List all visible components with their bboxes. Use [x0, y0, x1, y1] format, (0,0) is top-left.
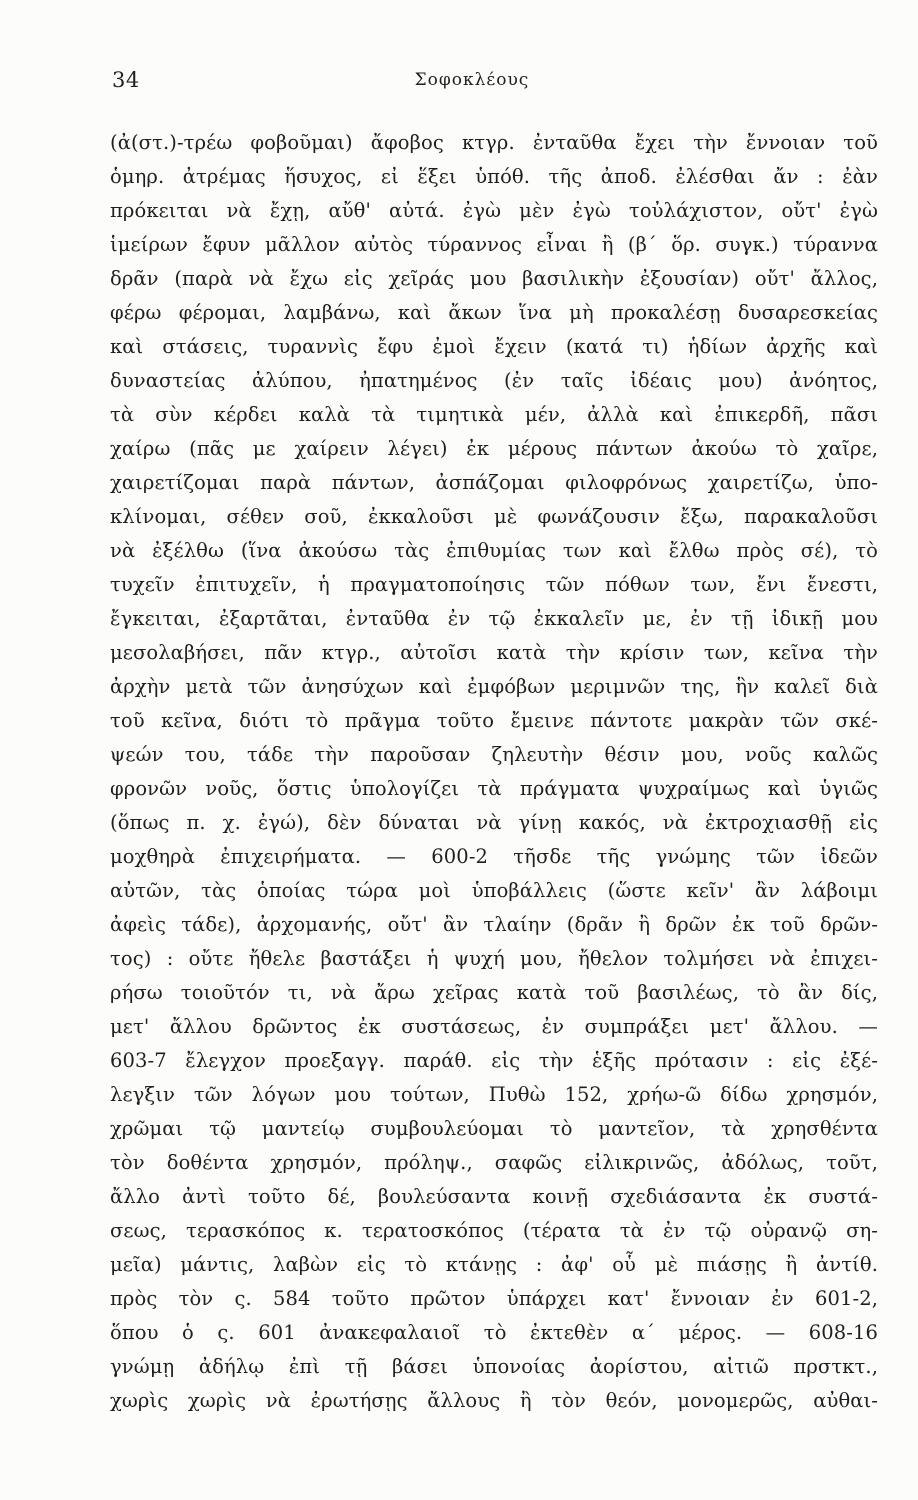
text-line: φρονῶν νοῦς, ὅστις ὑπολογίζει τὰ πράγματα ψυχραίμως καὶ ὑγιῶς: [110, 777, 878, 800]
text-line: (ὅπως π. χ. ἐγώ), δὲν δύναται νὰ γίνῃ κακός, νὰ ἐκτροχιασθῇ εἰς: [110, 811, 878, 834]
text-line: δρᾶν (παρὰ νὰ ἔχω εἰς χεῖράς μου βασιλικὴν ἐξουσίαν) οὔτ' ἄλλος,: [110, 267, 878, 290]
text-line: πρὸς τὸν ς. 584 τοῦτο πρῶτον ὑπάρχει κατ' ἔννοιαν ἐν 601-2,: [110, 1287, 878, 1310]
text-line: μεσολαβήσει, πᾶν κτγρ., αὐτοῖσι κατὰ τὴν κρίσιν των, κεῖνα τὴν: [110, 641, 878, 664]
text-line: νὰ ἐξέλθω (ἵνα ἀκούσω τὰς ἐπιθυμίας των καὶ ἔλθω πρὸς σέ), τὸ: [110, 539, 878, 562]
text-line: 603-7 ἔλεγχον προεξαγγ. παράθ. εἰς τὴν ἑξῆς πρότασιν : εἰς ἐξέ-: [110, 1049, 878, 1072]
text-line: αὐτῶν, τὰς ὁποίας τώρα μοὶ ὑποβάλλεις (ὥστε κεῖν' ἂν λάβοιμι: [110, 879, 878, 902]
text-line: χρῶμαι τῷ μαντείῳ συμβουλεύομαι τὸ μαντεῖον, τὰ χρησθέντα: [110, 1117, 878, 1140]
page-number: 34: [112, 68, 140, 92]
text-line: τὸν δοθέντα χρησμόν, πρόληψ., σαφῶς εἰλικρινῶς, ἀδόλως, τοῦτ,: [110, 1151, 878, 1174]
text-line: μετ' ἄλλου δρῶντος ἐκ συστάσεως, ἐν συμπράξει μετ' ἄλλου. —: [110, 1015, 878, 1038]
text-line: ἔγκειται, ἐξαρτᾶται, ἐνταῦθα ἐν τῷ ἐκκαλεῖν με, ἐν τῇ ἰδικῇ μου: [110, 607, 878, 630]
text-line: τοῦ κεῖνα, διότι τὸ πρᾶγμα τοῦτο ἔμεινε πάντοτε μακρὰν τῶν σκέ-: [110, 709, 878, 732]
text-line: μεῖα) μάντις, λαβὼν εἰς τὸ κτάνῃς : ἀφ' οὗ μὲ πιάσῃς ἢ ἀντίθ.: [110, 1253, 878, 1276]
text-line: ἀφεὶς τάδε), ἀρχομανής, οὔτ' ἂν τλαίην (δρᾶν ἢ δρῶν ἐκ τοῦ δρῶν-: [110, 913, 878, 936]
text-line: ψεών του, τάδε τὴν παροῦσαν ζηλευτὴν θέσιν μου, νοῦς καλῶς: [110, 743, 878, 766]
text-line: χαιρετίζομαι παρὰ πάντων, ἀσπάζομαι φιλοφρόνως χαιρετίζω, ὑπο-: [110, 471, 878, 494]
text-line: χαίρω (πᾶς με χαίρειν λέγει) ἐκ μέρους πάντων ἀκούω τὸ χαῖρε,: [110, 437, 878, 460]
text-line: λεγξιν τῶν λόγων μου τούτων, Πυθὼ 152, χρήω-ῶ δίδω χρησμόν,: [110, 1083, 878, 1106]
text-line: (ἀ(στ.)-τρέω φοβοῦμαι) ἄφοβος κτγρ. ἐνταῦθα ἔχει τὴν ἔννοιαν τοῦ: [110, 131, 878, 154]
text-line: πρόκειται νὰ ἔχῃ, αὔθ' αὐτά. ἐγὼ μὲν ἐγὼ τοὐλάχιστον, οὔτ' ἐγὼ: [110, 199, 878, 222]
text-line: δυναστείας ἀλύπου, ἠπατημένος (ἐν ταῖς ἰδέαις μου) ἀνόητος,: [110, 369, 878, 392]
text-line: ὅπου ὁ ς. 601 ἀνακεφαλαιοῖ τὸ ἐκτεθὲν α΄ μέρος. — 608-16: [110, 1321, 878, 1344]
running-head: Σοφοκλέους: [414, 70, 530, 90]
text-line: γνώμῃ ἀδήλῳ ἐπὶ τῇ βάσει ὑπονοίας ἀορίστου, αἰτιῶ πρστκτ.,: [110, 1355, 878, 1378]
text-line: σεως, τερασκόπος κ. τερατοσκόπος (τέρατα τὰ ἐν τῷ οὐρανῷ ση-: [110, 1219, 878, 1242]
text-line: ὁμηρ. ἀτρέμας ἥσυχος, εἰ ἕξει ὑπόθ. τῆς ἀποδ. ἐλέσθαι ἄν : ἐὰν: [110, 165, 878, 188]
text-line: χωρὶς χωρὶς νὰ ἐρωτήσῃς ἄλλους ἢ τὸν θεόν, μονομερῶς, αὐθαι-: [110, 1389, 878, 1412]
text-line: τος) : οὔτε ἤθελε βαστάξει ἡ ψυχή μου, ἤθελον τολμήσει νὰ ἐπιχει-: [110, 947, 878, 970]
text-line: ἄλλο ἀντὶ τοῦτο δέ, βουλεύσαντα κοινῇ σχεδιάσαντα ἐκ συστά-: [110, 1185, 878, 1208]
text-line: τυχεῖν ἐπιτυχεῖν, ἡ πραγματοποίησις τῶν πόθων των, ἔνι ἔνεστι,: [110, 573, 878, 596]
page-header: [112, 68, 872, 100]
commentary-text: [110, 126, 878, 1418]
text-line: τὰ σὺν κέρδει καλὰ τὰ τιμητικὰ μέν, ἀλλὰ καὶ ἐπικερδῆ, πᾶσι: [110, 403, 878, 426]
text-line: ρήσω τοιοῦτόν τι, νὰ ἄρω χεῖρας κατὰ τοῦ βασιλέως, τὸ ἂν δίς,: [110, 981, 878, 1004]
text-line: φέρω φέρομαι, λαμβάνω, καὶ ἄκων ἵνα μὴ προκαλέσῃ δυσαρεσκείας: [110, 301, 878, 324]
text-line: μοχθηρὰ ἐπιχειρήματα. — 600-2 τῆσδε τῆς γνώμης τῶν ἰδεῶν: [110, 845, 878, 868]
text-line: κλίνομαι, σέθεν σοῦ, ἐκκαλοῦσι μὲ φωνάζουσιν ἔξω, παρακαλοῦσι: [110, 505, 878, 528]
text-line: ἀρχὴν μετὰ τῶν ἀνησύχων καὶ ἐμφόβων μεριμνῶν της, ἣν καλεῖ διὰ: [110, 675, 878, 698]
text-line: ἱμείρων ἔφυν μᾶλλον αὐτὸς τύραννος εἶναι ἢ (β΄ ὅρ. συγκ.) τύραννα: [110, 233, 878, 256]
text-line: καὶ στάσεις, τυραννὶς ἔφυ ἐμοὶ ἔχειν (κατά τι) ἡδίων ἀρχῆς καὶ: [110, 335, 878, 358]
